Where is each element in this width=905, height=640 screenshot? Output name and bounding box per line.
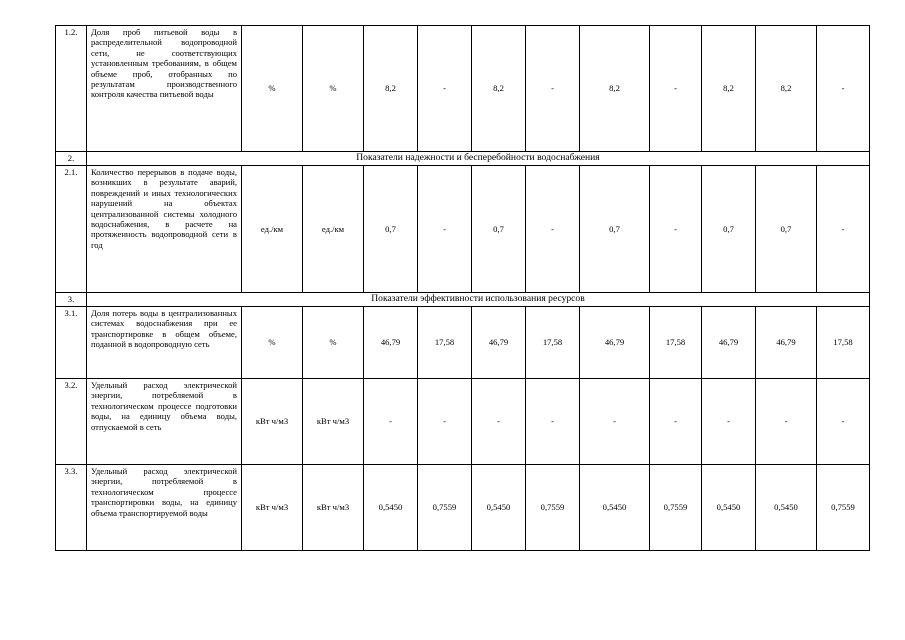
value-cell: 0,7559	[650, 465, 702, 551]
row-number: 3.2.	[56, 379, 87, 465]
value-cell: 0,5450	[756, 465, 817, 551]
value-cell: -	[817, 26, 870, 152]
section-title: Показатели надежности и бесперебойности водоснабжения	[87, 152, 870, 166]
row-number: 1.2.	[56, 26, 87, 152]
section-row	[56, 293, 870, 307]
value-cell: -	[702, 379, 756, 465]
unit-cell: %	[242, 307, 303, 379]
value-cell: 46,79	[756, 307, 817, 379]
value-cell: 0,7559	[817, 465, 870, 551]
row-number: 3.	[56, 293, 87, 307]
value-cell: -	[650, 166, 702, 293]
row-number: 2.1.	[56, 166, 87, 293]
table-body	[56, 26, 870, 551]
row-number: 3.3.	[56, 465, 87, 551]
unit-cell: %	[303, 26, 364, 152]
value-cell: 0,7	[756, 166, 817, 293]
indicator-description: Удельный расход электрической энергии, потребляемой в технологическом процессе транспортировки воды, на единицу объема транспортируемой воды	[87, 465, 242, 551]
value-cell: 46,79	[364, 307, 418, 379]
value-cell: -	[526, 379, 580, 465]
value-cell: 17,58	[817, 307, 870, 379]
value-cell: 8,2	[364, 26, 418, 152]
value-cell: 8,2	[472, 26, 526, 152]
unit-cell: %	[303, 307, 364, 379]
value-cell: 0,5450	[702, 465, 756, 551]
value-cell: 17,58	[650, 307, 702, 379]
row-number: 3.1.	[56, 307, 87, 379]
unit-cell: ед./км	[242, 166, 303, 293]
indicator-description: Удельный расход электрической энергии, потребляемой в технологическом процессе подготовки воды, на единицу объема воды, отпускаемой в сеть	[87, 379, 242, 465]
table-row	[56, 166, 870, 293]
table-row	[56, 26, 870, 152]
value-cell: 8,2	[756, 26, 817, 152]
value-cell: -	[418, 26, 472, 152]
unit-cell: %	[242, 26, 303, 152]
unit-cell: ед./км	[303, 166, 364, 293]
indicator-description: Доля проб питьевой воды в распределительной водопроводной сети, не соответствующих установленным требованиям, в общем объеме проб, отобранных по результатам производственного контроля качества питьевой воды	[87, 26, 242, 152]
unit-cell: кВт ч/м3	[303, 465, 364, 551]
table-row	[56, 465, 870, 551]
value-cell: 8,2	[580, 26, 650, 152]
indicator-description: Доля потерь воды в централизованных системах водоснабжения при ее транспортировке в общем объеме, поданной в водопроводную сеть	[87, 307, 242, 379]
value-cell: -	[817, 379, 870, 465]
value-cell: 17,58	[526, 307, 580, 379]
unit-cell: кВт ч/м3	[242, 465, 303, 551]
table-row	[56, 307, 870, 379]
value-cell: 0,7	[580, 166, 650, 293]
value-cell: 0,5450	[472, 465, 526, 551]
value-cell: -	[650, 26, 702, 152]
indicator-description: Количество перерывов в подаче воды, возникших в результате аварий, повреждений и иных технологических нарушений на объектах централизованной системы холодного водоснабжения, в расчете на протяженность водопроводной сети в год	[87, 166, 242, 293]
value-cell: 0,7	[472, 166, 526, 293]
value-cell: 0,5450	[580, 465, 650, 551]
value-cell: 0,7	[364, 166, 418, 293]
value-cell: 46,79	[580, 307, 650, 379]
value-cell: 0,7559	[526, 465, 580, 551]
value-cell: -	[817, 166, 870, 293]
value-cell: 46,79	[702, 307, 756, 379]
indicators-table	[55, 25, 870, 551]
value-cell: 0,5450	[364, 465, 418, 551]
table-row	[56, 379, 870, 465]
value-cell: -	[580, 379, 650, 465]
value-cell: -	[526, 166, 580, 293]
row-number: 2.	[56, 152, 87, 166]
value-cell: 8,2	[702, 26, 756, 152]
value-cell: 17,58	[418, 307, 472, 379]
value-cell: 0,7	[702, 166, 756, 293]
unit-cell: кВт ч/м3	[303, 379, 364, 465]
value-cell: 46,79	[472, 307, 526, 379]
value-cell: -	[364, 379, 418, 465]
value-cell: -	[418, 166, 472, 293]
value-cell: 0,7559	[418, 465, 472, 551]
value-cell: -	[756, 379, 817, 465]
value-cell: -	[526, 26, 580, 152]
value-cell: -	[418, 379, 472, 465]
value-cell: -	[650, 379, 702, 465]
value-cell: -	[472, 379, 526, 465]
section-title: Показатели эффективности использования ресурсов	[87, 293, 870, 307]
unit-cell: кВт ч/м3	[242, 379, 303, 465]
section-row	[56, 152, 870, 166]
